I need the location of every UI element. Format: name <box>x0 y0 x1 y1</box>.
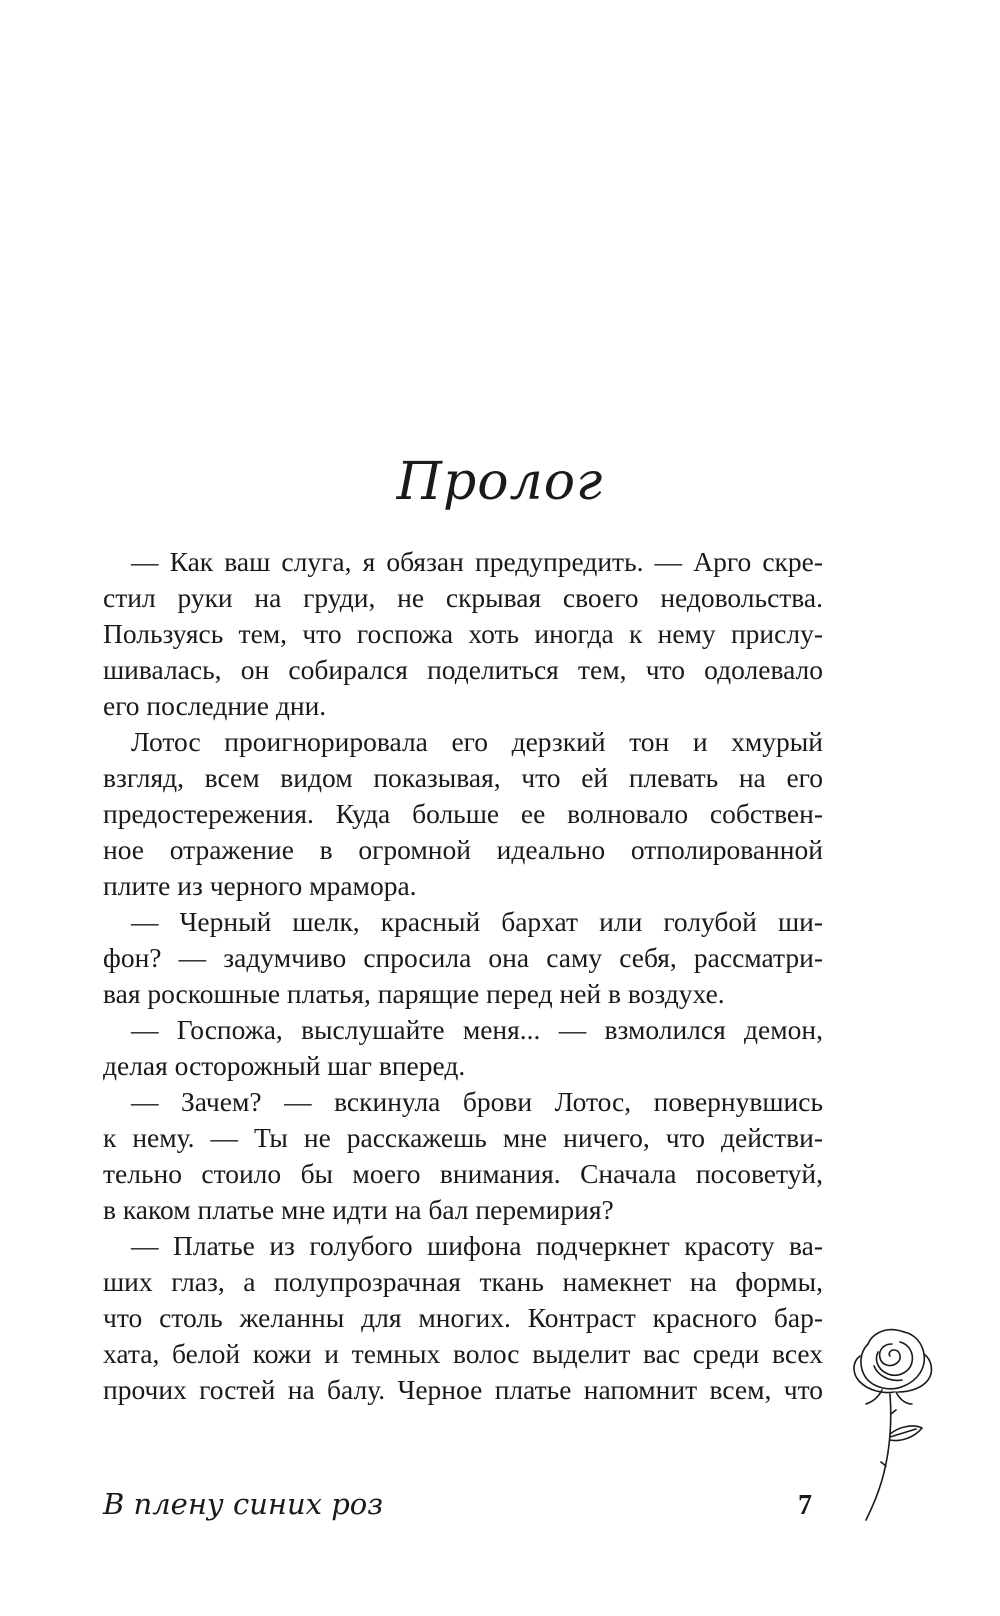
text-line: предостережения. Куда больше ее волновало собствен- <box>103 798 823 829</box>
text-line: хата, белой кожи и темных волос выделит вас среди всех <box>103 1338 823 1369</box>
text-line: вая роскошные платья, парящие перед ней в воздухе. <box>103 978 725 1009</box>
text-line: прочих гостей на балу. Черное платье напомнит всем, что <box>103 1374 823 1405</box>
text-line: ное отражение в огромной идеально отполированной <box>103 834 823 865</box>
text-line: делая осторожный шаг вперед. <box>103 1050 466 1081</box>
text-line: — Платье из голубого шифона подчеркнет красоту ва- <box>131 1230 823 1261</box>
text-line: — Как ваш слуга, я обязан предупредить. — Арго скре- <box>131 546 823 577</box>
text-line: ших глаз, а полупрозрачная ткань намекнет на формы, <box>103 1266 823 1297</box>
text-line: Пользуясь тем, что госпожа хоть иногда к нему прислу- <box>103 618 823 649</box>
text-line: — Госпожа, выслушайте меня... — взмолился демон, <box>131 1014 823 1045</box>
text-line: фон? — задумчиво спросила она саму себя, рассматри- <box>103 942 823 973</box>
text-line: тельно стоило бы моего внимания. Сначала посоветуй, <box>103 1158 823 1189</box>
text-line: стил руки на груди, не скрывая своего недовольства. <box>103 582 823 613</box>
chapter-title: Пролог <box>396 452 604 512</box>
text-line: в каком платье мне идти на бал перемирия? <box>103 1194 614 1225</box>
text-line: взгляд, всем видом показывая, что ей плевать на его <box>103 762 823 793</box>
text-line: плите из черного мрамора. <box>103 870 417 901</box>
text-line: — Черный шелк, красный бархат или голубой ши- <box>131 906 823 937</box>
text-line: шивалась, он собирался поделиться тем, что одолевало <box>103 654 823 685</box>
page-number: 7 <box>798 1490 812 1521</box>
text-line: что столь желанны для многих. Контраст красного бар- <box>103 1302 823 1333</box>
body-text <box>103 544 823 1408</box>
text-line: Лотос проигнорировала его дерзкий тон и хмурый <box>131 726 823 757</box>
text-line: — Зачем? — вскинула брови Лотос, повернувшись <box>131 1086 823 1117</box>
text-line: его последние дни. <box>103 690 327 721</box>
text-line: к нему. — Ты не расскажешь мне ничего, что действи- <box>103 1122 823 1153</box>
rose-icon <box>838 1322 948 1522</box>
footer-book-title: В плену синих роз <box>103 1487 384 1521</box>
